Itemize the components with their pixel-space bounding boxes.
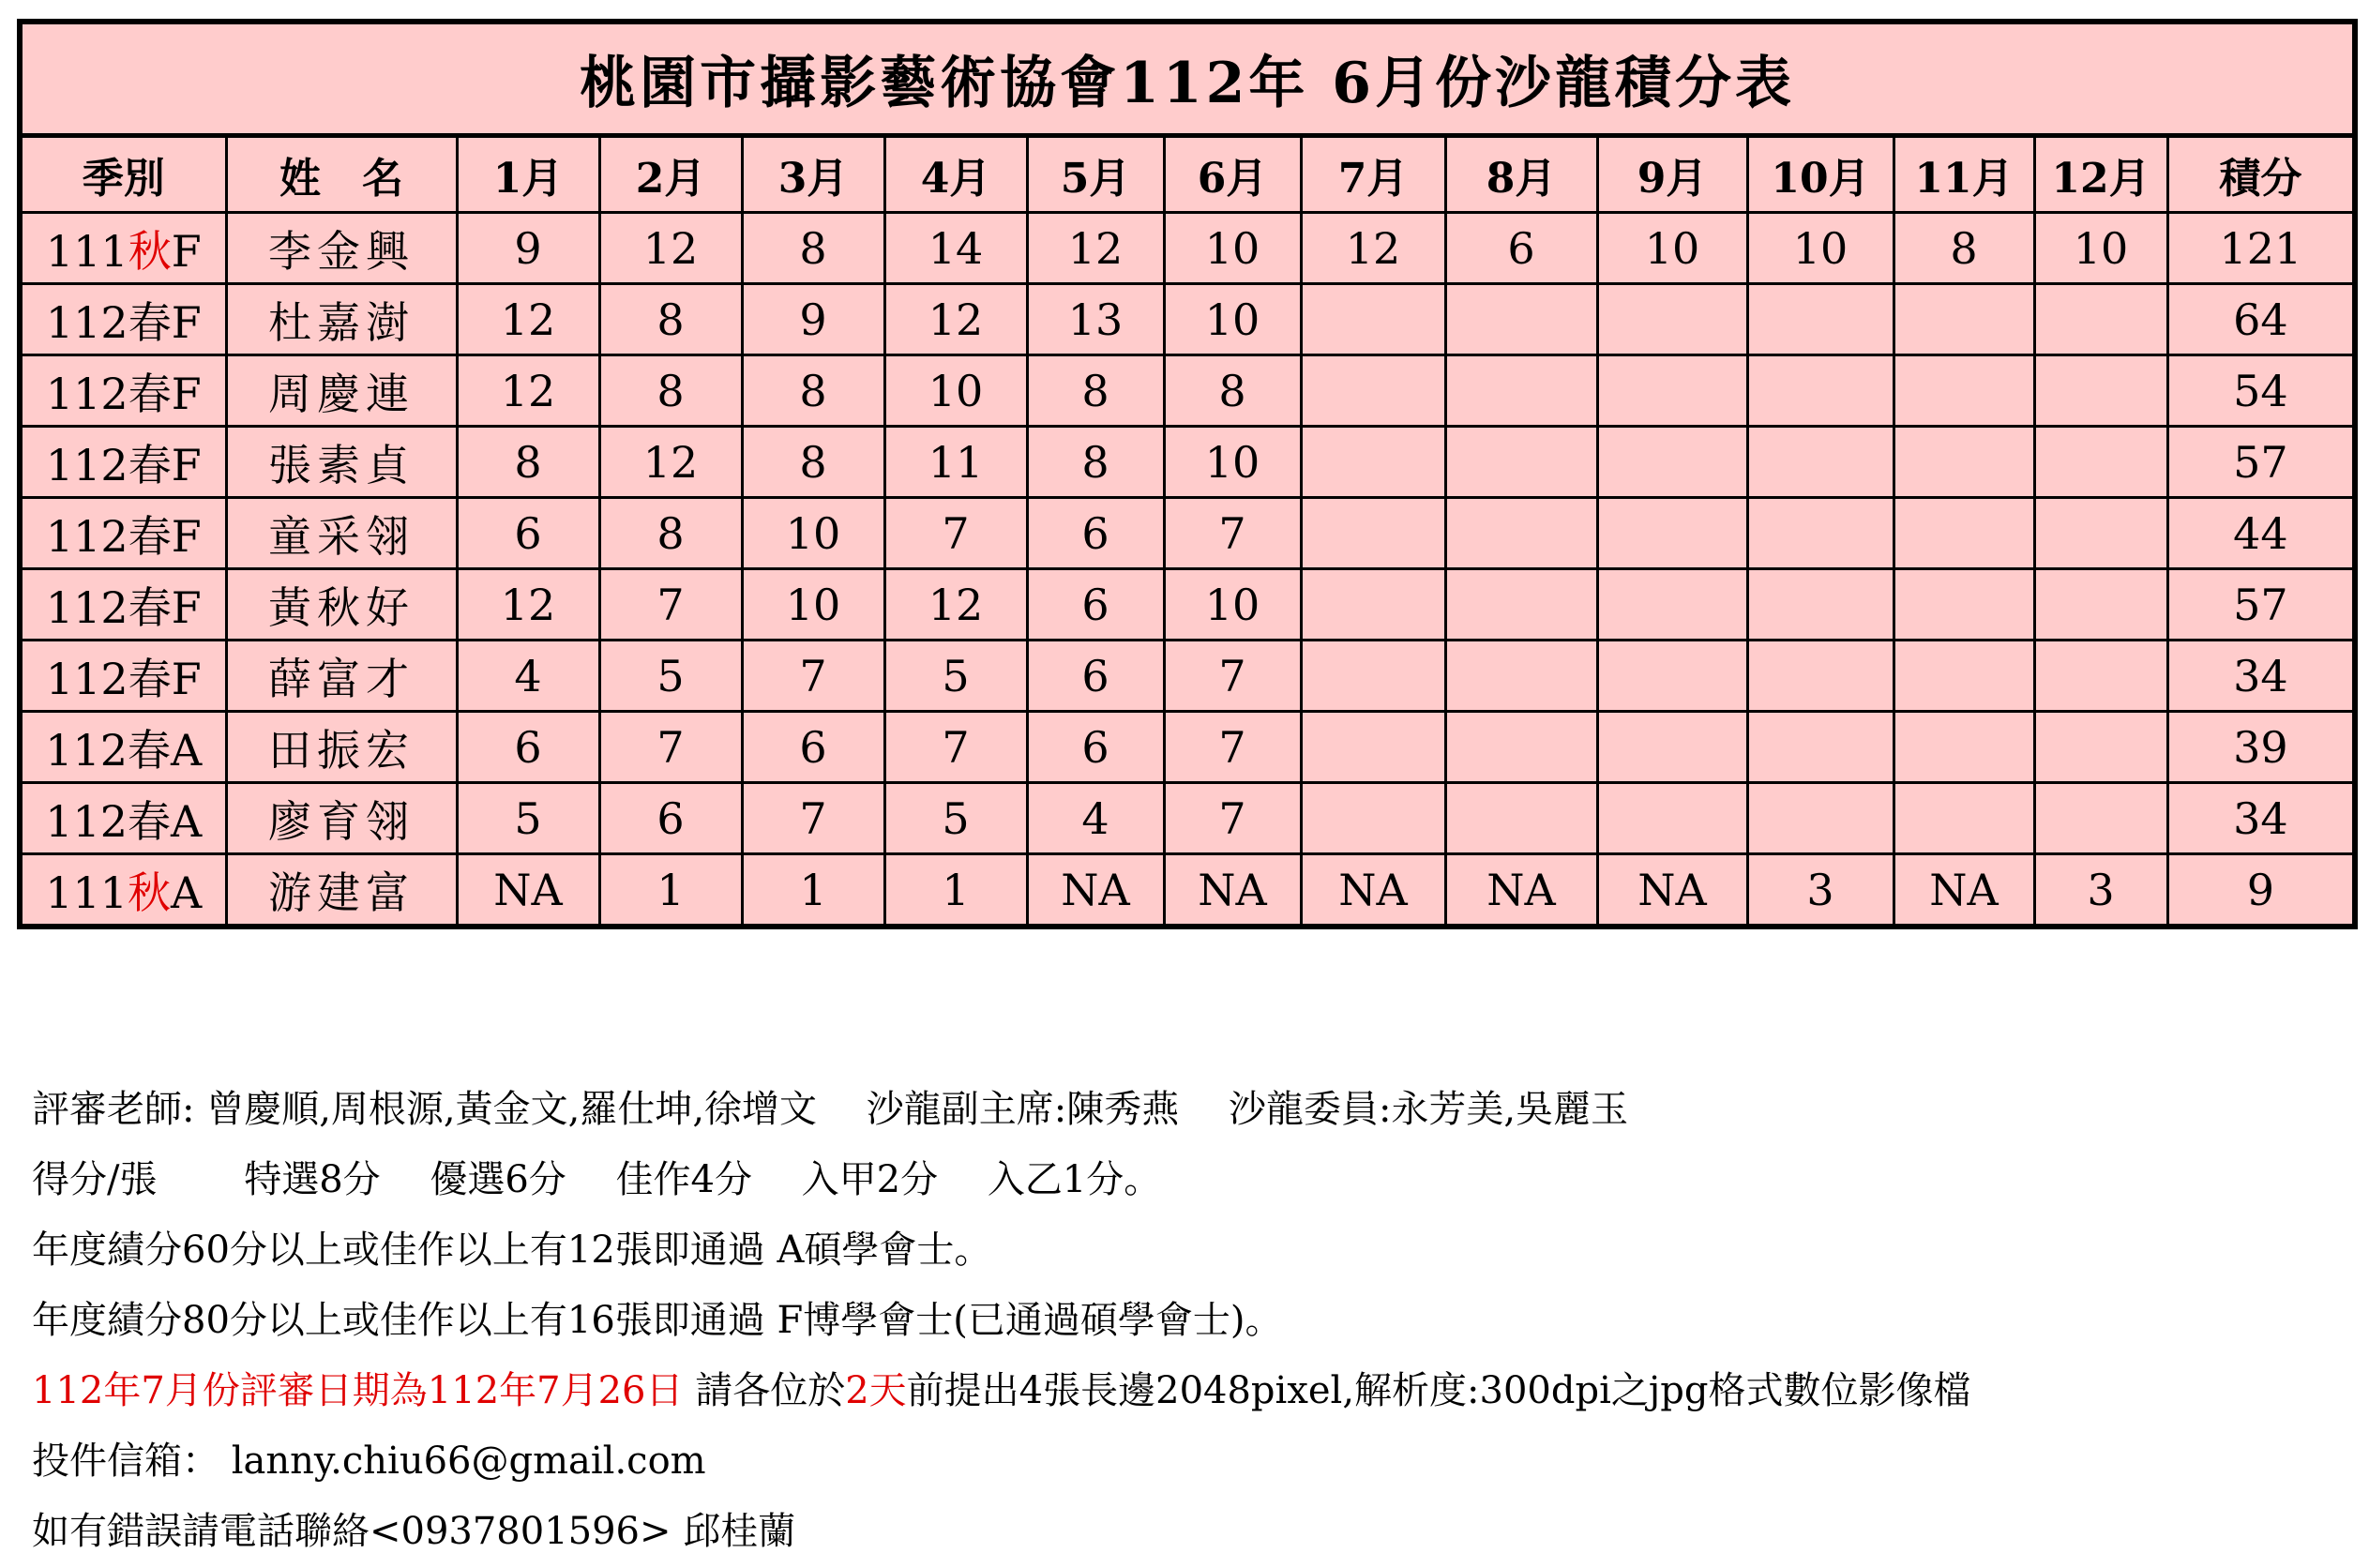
header-cell: 姓 名 [226, 136, 457, 213]
score-cell: 7 [742, 783, 884, 854]
score-cell: 12 [1027, 213, 1164, 284]
season-year: 111 [45, 225, 128, 277]
season-level: F [171, 368, 202, 419]
header-cell: 10月 [1747, 136, 1894, 213]
season-year: 111 [45, 867, 128, 918]
score-cell: 10 [2034, 213, 2167, 284]
season-term: 春 [128, 439, 172, 490]
score-cell: 12 [457, 355, 599, 427]
header-row [20, 136, 2355, 213]
score-cell: 8 [599, 498, 742, 569]
deadline-line [32, 1356, 2348, 1426]
score-cell: 14 [884, 213, 1027, 284]
score-cell: 12 [884, 284, 1027, 355]
total-cell: 39 [2167, 712, 2355, 783]
table-row [20, 213, 2355, 284]
score-cell: 10 [742, 498, 884, 569]
season-year: 112 [45, 581, 128, 633]
total-cell: 34 [2167, 641, 2355, 712]
score-cell: 8 [742, 355, 884, 427]
season-term: 秋 [128, 867, 172, 918]
score-cell [1445, 284, 1597, 355]
score-cell [2034, 783, 2167, 854]
table-title: 桃園市攝影藝術協會112年 6月份沙龍積分表 [20, 22, 2355, 136]
score-cell [1597, 284, 1747, 355]
table-row [20, 355, 2355, 427]
judges-line: 評審老師: 曾慶順,周根源,黃金文,羅仕坤,徐增文 沙龍副主席:陳秀燕 沙龍委員:永芳美,吳麗玉 [32, 1088, 1629, 1131]
rule-f-line: 年度績分80分以上或佳作以上有16張即通過 F博學會士(已通過碩學會士)。 [32, 1299, 1283, 1342]
score-cell: 4 [1027, 783, 1164, 854]
season-cell [20, 284, 226, 355]
score-cell: 5 [457, 783, 599, 854]
score-table [17, 19, 2358, 929]
name-cell: 周慶連 [226, 355, 457, 427]
total-cell: 54 [2167, 355, 2355, 427]
season-term: 春 [128, 653, 172, 704]
header-cell: 3月 [742, 136, 884, 213]
score-cell: NA [457, 854, 599, 927]
header-cell: 7月 [1301, 136, 1445, 213]
header-cell: 1月 [457, 136, 599, 213]
score-cell: 1 [742, 854, 884, 927]
header-cell: 6月 [1164, 136, 1301, 213]
total-cell: 57 [2167, 427, 2355, 498]
table-row [20, 854, 2355, 927]
score-cell: NA [1445, 854, 1597, 927]
score-cell: NA [1597, 854, 1747, 927]
deadline-text-2: 前提出4張長邊2048pixel,解析度:300dpi之jpg格式數位影像檔 [906, 1369, 1971, 1412]
score-cell [1747, 427, 1894, 498]
season-term: 秋 [128, 225, 172, 277]
total-cell: 34 [2167, 783, 2355, 854]
title-row [20, 22, 2355, 136]
season-term: 春 [128, 581, 172, 633]
score-cell: 3 [2034, 854, 2167, 927]
score-cell [2034, 569, 2167, 641]
score-cell: 7 [1164, 498, 1301, 569]
season-level: F [171, 225, 202, 277]
name-cell: 李金興 [226, 213, 457, 284]
table-row [20, 284, 2355, 355]
header-cell: 季別 [20, 136, 226, 213]
score-cell: 12 [457, 569, 599, 641]
score-cell: 6 [457, 712, 599, 783]
season-level: F [171, 653, 202, 704]
score-cell [1894, 569, 2034, 641]
notes-section [32, 1075, 2348, 1567]
table-row [20, 641, 2355, 712]
score-cell: 6 [599, 783, 742, 854]
score-cell: 8 [1027, 355, 1164, 427]
score-cell: 10 [1597, 213, 1747, 284]
score-cell: NA [1894, 854, 2034, 927]
season-year: 112 [45, 439, 128, 490]
season-year: 112 [45, 795, 128, 847]
score-cell [1301, 712, 1445, 783]
table-row [20, 712, 2355, 783]
score-cell: 8 [599, 355, 742, 427]
score-cell [1597, 712, 1747, 783]
total-cell: 44 [2167, 498, 2355, 569]
score-cell [1597, 641, 1747, 712]
name-cell: 黃秋好 [226, 569, 457, 641]
score-cell: 5 [884, 641, 1027, 712]
score-cell: 3 [1747, 854, 1894, 927]
name-cell: 童采翎 [226, 498, 457, 569]
score-cell [1445, 569, 1597, 641]
season-level: F [171, 581, 202, 633]
season-year: 112 [45, 296, 128, 348]
score-cell [1894, 783, 2034, 854]
deadline-days: 2天 [845, 1369, 907, 1412]
score-cell [2034, 355, 2167, 427]
season-year: 112 [45, 510, 128, 562]
score-cell [1894, 427, 2034, 498]
score-cell [1301, 569, 1445, 641]
season-term: 春 [128, 368, 172, 419]
season-term: 春 [128, 795, 172, 847]
total-cell: 57 [2167, 569, 2355, 641]
score-cell [1597, 498, 1747, 569]
score-cell: 12 [457, 284, 599, 355]
season-term: 春 [128, 724, 172, 776]
score-cell: 11 [884, 427, 1027, 498]
score-cell: 9 [457, 213, 599, 284]
header-cell: 12月 [2034, 136, 2167, 213]
header-cell: 積分 [2167, 136, 2355, 213]
score-cell: 10 [1164, 284, 1301, 355]
name-cell: 張素貞 [226, 427, 457, 498]
score-cell: 7 [1164, 641, 1301, 712]
season-cell [20, 213, 226, 284]
score-cell [2034, 284, 2167, 355]
score-cell: 5 [884, 783, 1027, 854]
score-cell [1894, 284, 2034, 355]
score-cell [1597, 427, 1747, 498]
score-cell: 7 [1164, 712, 1301, 783]
score-cell: 6 [1027, 498, 1164, 569]
score-cell: 6 [1445, 213, 1597, 284]
score-cell: 8 [742, 213, 884, 284]
score-cell [1894, 498, 2034, 569]
score-cell: 8 [599, 284, 742, 355]
season-term: 春 [128, 296, 172, 348]
score-cell: 7 [599, 569, 742, 641]
score-cell [1597, 569, 1747, 641]
score-cell: 8 [1027, 427, 1164, 498]
score-cell: 6 [1027, 712, 1164, 783]
score-cell [1747, 641, 1894, 712]
deadline-date: 112年7月份評審日期為112年7月26日 [32, 1369, 684, 1412]
score-cell [1445, 712, 1597, 783]
score-cell [1747, 569, 1894, 641]
score-cell: 7 [599, 712, 742, 783]
header-cell: 5月 [1027, 136, 1164, 213]
score-cell [1301, 498, 1445, 569]
season-cell [20, 783, 226, 854]
season-level: F [171, 510, 202, 562]
score-cell [1445, 355, 1597, 427]
score-cell [2034, 712, 2167, 783]
contact-line: 如有錯誤請電話聯絡<0937801596> 邱桂蘭 [32, 1510, 796, 1553]
score-cell [1301, 783, 1445, 854]
header-cell: 8月 [1445, 136, 1597, 213]
rule-a-line: 年度績分60分以上或佳作以上有12張即通過 A碩學會士。 [32, 1229, 992, 1272]
score-cell: 8 [1894, 213, 2034, 284]
total-cell: 64 [2167, 284, 2355, 355]
score-cell: NA [1164, 854, 1301, 927]
season-term: 春 [128, 510, 172, 562]
name-cell: 杜嘉澍 [226, 284, 457, 355]
score-cell [1597, 783, 1747, 854]
score-cell: 12 [884, 569, 1027, 641]
table-row [20, 427, 2355, 498]
season-level: A [171, 724, 203, 776]
season-cell [20, 641, 226, 712]
score-cell [1894, 355, 2034, 427]
email-line: 投件信箱： lanny.chiu66@gmail.com [32, 1440, 706, 1483]
name-cell: 廖育翎 [226, 783, 457, 854]
score-cell: 6 [457, 498, 599, 569]
score-cell [1747, 284, 1894, 355]
score-cell: 7 [1164, 783, 1301, 854]
season-cell [20, 854, 226, 927]
score-cell: 7 [884, 712, 1027, 783]
score-cell [1301, 641, 1445, 712]
season-cell [20, 712, 226, 783]
score-cell [2034, 498, 2167, 569]
season-cell [20, 569, 226, 641]
header-cell: 4月 [884, 136, 1027, 213]
score-cell [2034, 641, 2167, 712]
score-cell: 8 [742, 427, 884, 498]
score-cell: 6 [1027, 641, 1164, 712]
score-cell: 1 [884, 854, 1027, 927]
season-cell [20, 498, 226, 569]
score-cell [2034, 427, 2167, 498]
score-cell [1301, 284, 1445, 355]
score-cell: 1 [599, 854, 742, 927]
season-year: 112 [45, 368, 128, 419]
season-year: 112 [45, 724, 128, 776]
score-cell: 5 [599, 641, 742, 712]
score-cell: 10 [1164, 213, 1301, 284]
score-cell: 12 [599, 213, 742, 284]
season-cell [20, 427, 226, 498]
score-cell: 7 [742, 641, 884, 712]
total-cell: 121 [2167, 213, 2355, 284]
score-cell [1445, 783, 1597, 854]
score-cell: 8 [457, 427, 599, 498]
table-row [20, 783, 2355, 854]
score-cell: 10 [1164, 427, 1301, 498]
season-year: 112 [45, 653, 128, 704]
score-cell: 4 [457, 641, 599, 712]
name-cell: 游建富 [226, 854, 457, 927]
name-cell: 薛富才 [226, 641, 457, 712]
score-cell [1301, 427, 1445, 498]
deadline-text-1: 請各位於 [683, 1369, 846, 1412]
score-cell [1747, 783, 1894, 854]
score-cell: 7 [884, 498, 1027, 569]
header-cell: 9月 [1597, 136, 1747, 213]
name-cell: 田振宏 [226, 712, 457, 783]
score-cell: 9 [742, 284, 884, 355]
score-cell: 6 [742, 712, 884, 783]
season-level: F [171, 296, 202, 348]
score-cell [1894, 712, 2034, 783]
header-cell: 11月 [1894, 136, 2034, 213]
table-row [20, 569, 2355, 641]
score-cell [1894, 641, 2034, 712]
table-row [20, 498, 2355, 569]
score-cell: 10 [1164, 569, 1301, 641]
score-cell [1301, 355, 1445, 427]
score-cell: 12 [599, 427, 742, 498]
season-level: F [171, 439, 202, 490]
season-level: A [171, 867, 203, 918]
score-cell [1445, 641, 1597, 712]
points-line: 得分/張 特選8分 優選6分 佳作4分 入甲2分 入乙1分。 [32, 1158, 1162, 1201]
score-cell [1747, 355, 1894, 427]
total-cell: 9 [2167, 854, 2355, 927]
score-cell: 10 [884, 355, 1027, 427]
score-cell: 12 [1301, 213, 1445, 284]
score-cell [1597, 355, 1747, 427]
season-cell [20, 355, 226, 427]
score-cell [1747, 712, 1894, 783]
score-cell: NA [1301, 854, 1445, 927]
score-cell [1445, 498, 1597, 569]
score-cell: 13 [1027, 284, 1164, 355]
score-cell [1747, 498, 1894, 569]
season-level: A [171, 795, 203, 847]
header-cell: 2月 [599, 136, 742, 213]
score-cell: 8 [1164, 355, 1301, 427]
score-cell: 10 [1747, 213, 1894, 284]
score-cell: 10 [742, 569, 884, 641]
score-cell: NA [1027, 854, 1164, 927]
score-cell: 6 [1027, 569, 1164, 641]
score-cell [1445, 427, 1597, 498]
